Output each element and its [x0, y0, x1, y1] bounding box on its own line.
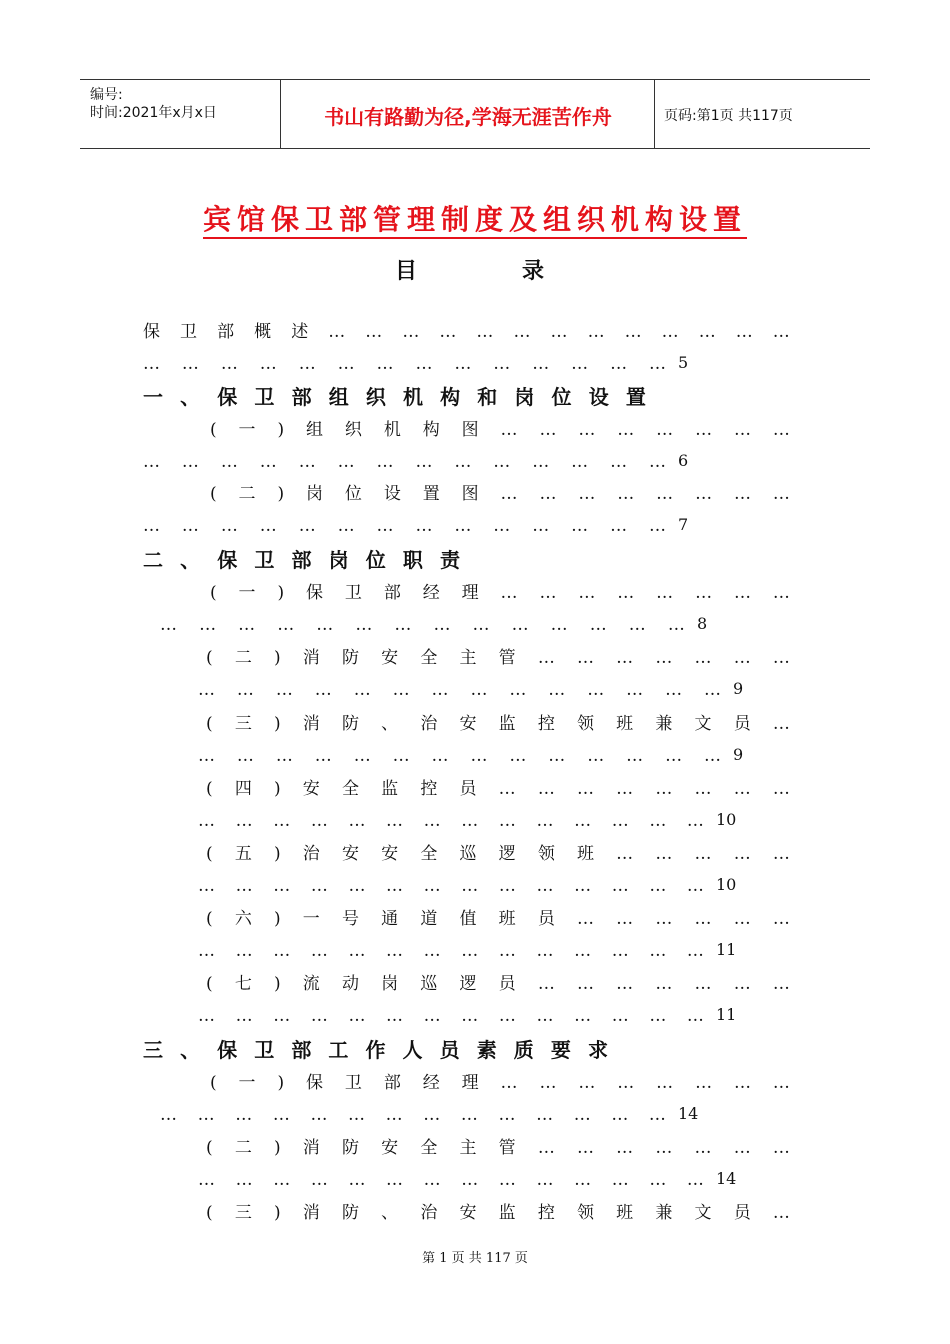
toc-1-1-label: ( 一 ) 组 织 机 构 图 … … … … … … … …	[210, 420, 790, 440]
toc-2-4-leader: … … … … … … … … … … … … … …	[198, 811, 704, 831]
toc-1-2-page: 7	[678, 515, 689, 534]
toc-1-2-label: ( 二 ) 岗 位 设 置 图 … … … … … … … …	[210, 484, 790, 504]
toc-2-2-label: ( 二 ) 消 防 安 全 主 管 … … … … … … …	[206, 648, 790, 668]
toc-2-3-label: ( 三 ) 消 防 、 治 安 监 控 领 班 兼 文 员 …	[206, 714, 790, 734]
header-page-cell	[655, 80, 870, 148]
toc-2-7-label: ( 七 ) 流 动 岗 巡 逻 员 … … … … … … …	[206, 974, 790, 994]
header-motto-cell	[281, 80, 655, 148]
toc-3-3-label: ( 三 ) 消 防 、 治 安 监 控 领 班 兼 文 员 …	[206, 1203, 790, 1223]
page-footer: 第 1 页 共 117 页	[422, 1251, 528, 1266]
toc-2-6-leader: … … … … … … … … … … … … … …	[198, 941, 704, 961]
toc-2-1-page: 8	[697, 614, 708, 633]
toc-2-2-page: 9	[733, 679, 744, 698]
document-title	[0, 198, 950, 238]
code-label: 编号:	[90, 87, 123, 103]
toc-overview-leader: … … … … … … … … … … … … … …	[143, 354, 666, 374]
document-title-text: 宾馆保卫部管理制度及组织机构设置	[203, 203, 747, 239]
toc-2-5-page: 10	[716, 875, 737, 894]
toc-2-3-leader: … … … … … … … … … … … … … …	[198, 746, 721, 766]
toc-2-2-leader: … … … … … … … … … … … … … …	[198, 680, 721, 700]
toc-3-2-label: ( 二 ) 消 防 安 全 主 管 … … … … … … …	[206, 1138, 790, 1158]
toc-section-1: 一 、 保 卫 部 组 织 机 构 和 岗 位 设 置	[143, 385, 646, 409]
toc-2-1-label: ( 一 ) 保 卫 部 经 理 … … … … … … … …	[210, 583, 790, 603]
toc-2-4-page: 10	[716, 810, 737, 829]
toc-1-2-leader: … … … … … … … … … … … … … …	[143, 516, 666, 536]
toc-2-6-label: ( 六 ) 一 号 通 道 值 班 员 … … … … … …	[206, 909, 790, 929]
motto: 书山有路勤为径,学海无涯苦作舟	[324, 105, 612, 129]
toc-section-2: 二 、 保 卫 部 岗 位 职 责	[143, 548, 460, 572]
toc-3-2-page: 14	[716, 1169, 737, 1188]
toc-heading-1: 目	[395, 259, 418, 284]
toc-2-5-leader: … … … … … … … … … … … … … …	[198, 876, 704, 896]
header-table	[80, 79, 870, 149]
toc-3-1-page: 14	[678, 1104, 699, 1123]
toc-2-1-leader: … … … … … … … … … … … … … …	[160, 615, 685, 635]
header-meta-cell	[80, 80, 281, 148]
toc-2-7-page: 11	[716, 1005, 737, 1024]
toc-2-7-leader: … … … … … … … … … … … … … …	[198, 1006, 704, 1026]
time-label: 时间:2021年x月x日	[90, 105, 217, 121]
toc-overview-label: 保 卫 部 概 述 … … … … … … … … … … … … …	[143, 322, 790, 342]
toc-overview-page: 5	[678, 353, 689, 372]
toc-2-5-label: ( 五 ) 治 安 安 全 巡 逻 领 班 … … … … …	[206, 844, 790, 864]
toc-2-6-page: 11	[716, 940, 737, 959]
toc-heading-2: 录	[522, 259, 545, 284]
toc-2-3-page: 9	[733, 745, 744, 764]
toc-3-1-label: ( 一 ) 保 卫 部 经 理 … … … … … … … …	[210, 1073, 790, 1093]
toc-2-4-label: ( 四 ) 安 全 监 控 员 … … … … … … … …	[206, 779, 790, 799]
toc-1-1-page: 6	[678, 451, 689, 470]
page-info: 页码:第1页 共117页	[664, 108, 793, 124]
toc-1-1-leader: … … … … … … … … … … … … … …	[143, 452, 666, 472]
toc-section-3: 三 、 保 卫 部 工 作 人 员 素 质 要 求	[143, 1038, 608, 1062]
toc-3-2-leader: … … … … … … … … … … … … … …	[198, 1170, 704, 1190]
toc-3-1-leader: … … … … … … … … … … … … … …	[160, 1105, 666, 1125]
